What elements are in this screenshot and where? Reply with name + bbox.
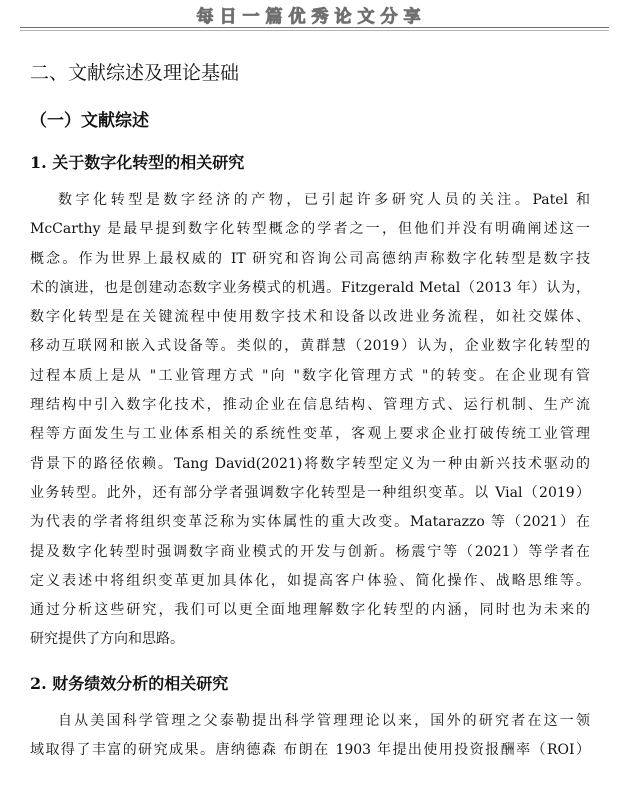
paragraph-line: McCarthy 是最早提到数字化转型概念的学者之一，但他们并没有明确阐述这一 [30, 221, 590, 238]
paragraph-line: 自从美国科学管理之父泰勒提出科学管理理论以来，国外的研究者在这一领 [58, 712, 590, 729]
paragraph-line: 域取得了丰富的研究成果。唐纳德森 布朗在 1903 年提出使用投资报酬率（ROI） [30, 742, 590, 759]
paragraph-line: 定义表述中将组织变革更加具体化，如提高客户体验、简化操作、战略思维等。 [30, 572, 590, 589]
paragraph-line: 程等方面发生与工业体系相关的系统性变革，客观上要求企业打破传统工业管理 [30, 426, 590, 443]
paragraph-line: 研究提供了方向和思路。 [30, 631, 184, 648]
paragraph-line: 移动互联网和嵌入式设备等。类似的，黄群慧（2019）认为，企业数字化转型的 [30, 338, 590, 355]
paragraph-line: 数字化转型是在关键流程中使用数字技术和设备以改进业务流程，如社交媒体、 [30, 309, 590, 326]
page-header [0, 0, 623, 28]
topic-title-financial-performance: 2. 财务绩效分析的相关研究 [30, 673, 229, 693]
paragraph-line: 提及数字化转型时强调数字商业模式的开发与创新。杨震宁等（2021）等学者在 [30, 543, 590, 560]
paragraph-line: 背景下的路径依赖。Tang David(2021)将数字转型定义为一种由新兴技术驱动的 [30, 455, 590, 472]
paragraph-line: 理结构中引入数字化技术，推动企业在信息结构、管理方式、运行机制、生产流 [30, 397, 590, 414]
paragraph-line: 通过分析这些研究，我们可以更全面地理解数字化转型的内涵，同时也为未来的 [30, 602, 590, 619]
paragraph-line: 为代表的学者将组织变革泛称为实体属性的重大改变。Matarazzo 等（2021）在 [30, 514, 590, 531]
subsection-title: （一）文献综述 [30, 111, 149, 131]
document-body [30, 36, 590, 765]
paragraph-line: 业务转型。此外，还有部分学者强调数字化转型是一种组织变革。以 Vial（2019） [30, 484, 590, 501]
paragraph-line: 术的演进，也是创建动态数字业务模式的机遇。Fitzgerald Metal（2013 年）认为， [30, 279, 590, 296]
section-title: 二、文献综述及理论基础 [30, 62, 240, 84]
paragraph-line: 概念。作为世界上最权威的 IT 研究和咨询公司高德纳声称数字化转型是数字技 [30, 250, 590, 267]
paragraph-line: 过程本质上是从 "工业管理方式 "向 "数字化管理方式 "的转变。在企业现有管 [30, 367, 590, 384]
paragraph-line: 数字化转型是数字经济的产物，已引起许多研究人员的关注。Patel 和 [58, 192, 590, 208]
paragraph-digital-transformation [30, 186, 590, 655]
header-title: 每日一篇优秀论文分享 [196, 7, 427, 27]
topic-title-digital-transformation: 1. 关于数字化转型的相关研究 [30, 153, 245, 172]
paragraph-financial-performance [30, 707, 590, 766]
header-rule-secondary [20, 30, 609, 31]
header-rule [20, 27, 609, 28]
